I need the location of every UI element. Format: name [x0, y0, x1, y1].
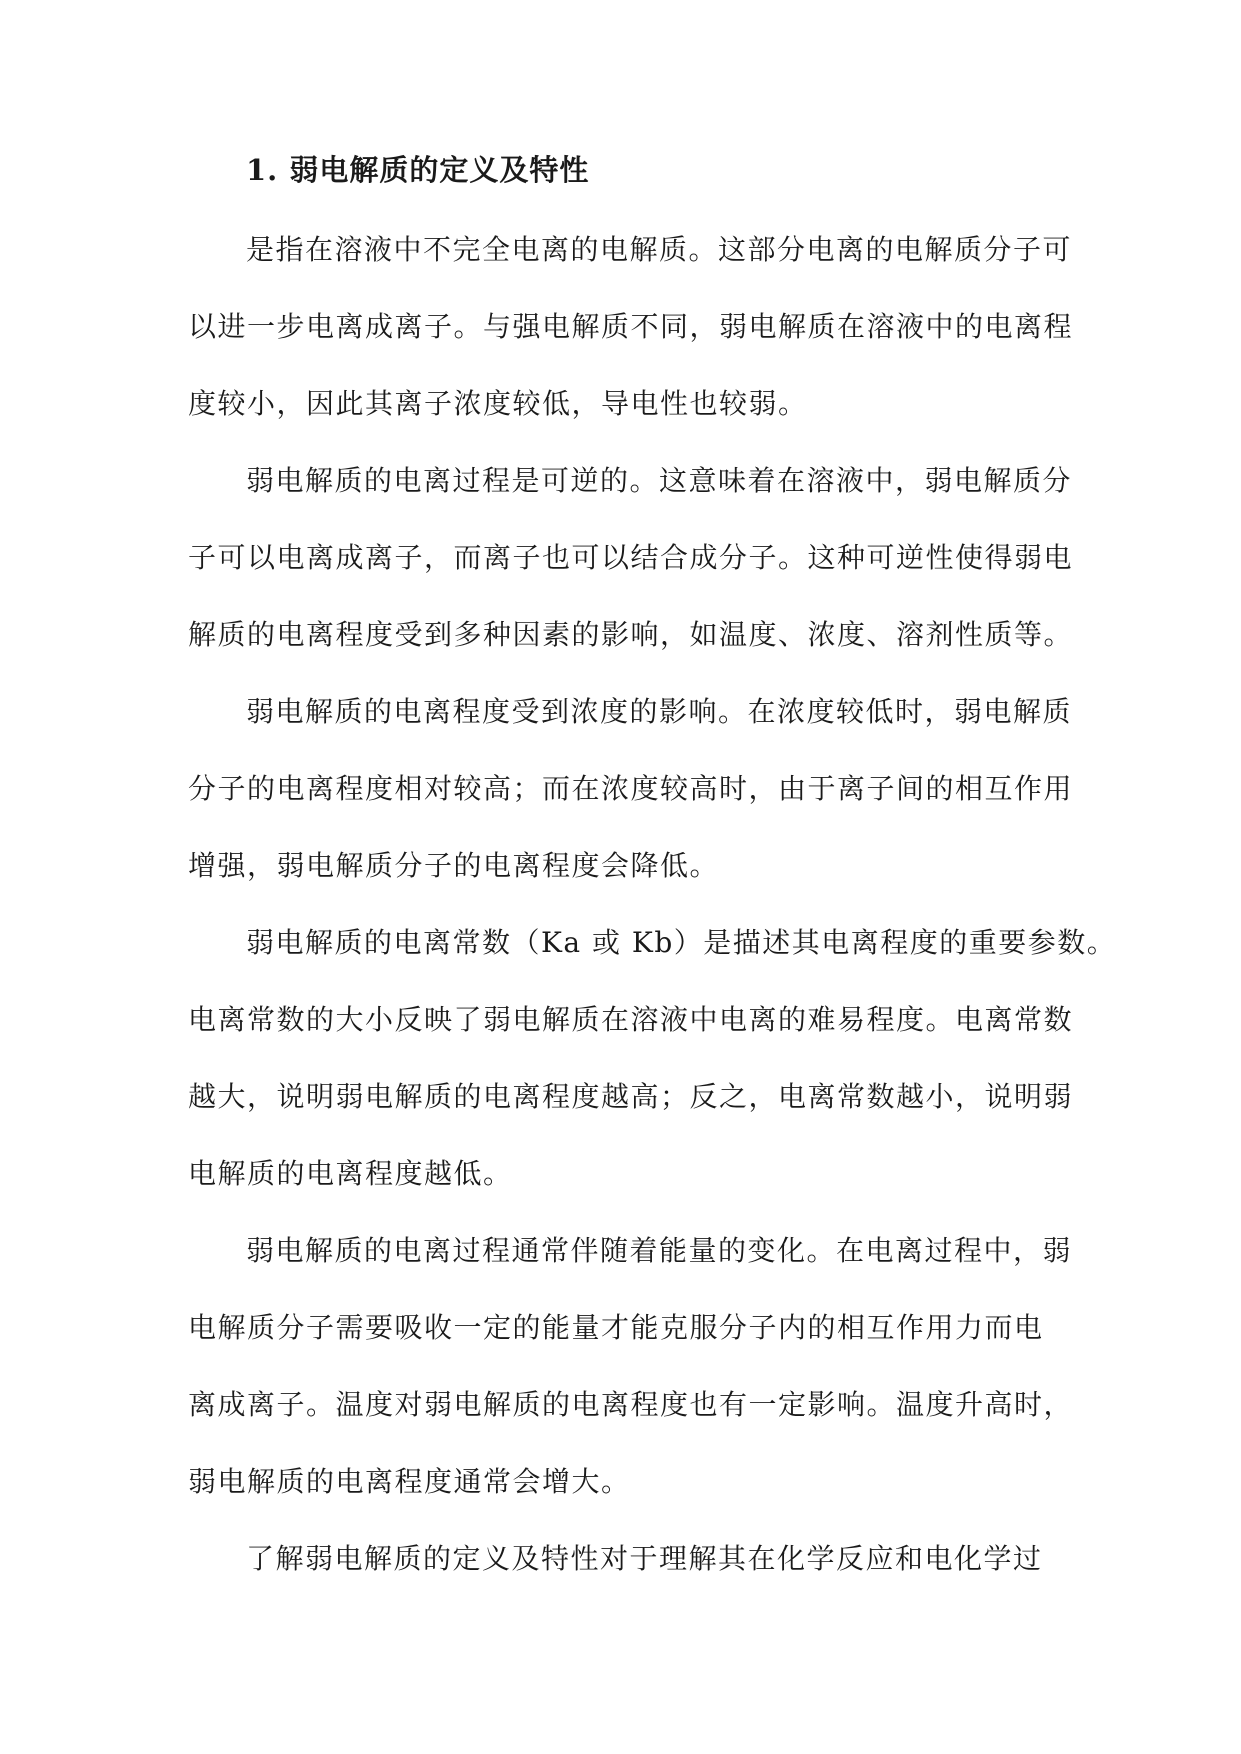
paragraph-2-line-3: 解质的电离程度受到多种因素的影响，如温度、浓度、溶剂性质等。	[188, 618, 1074, 651]
paragraph-1-line-2: 以进一步电离成离子。与强电解质不同，弱电解质在溶液中的电离程	[188, 310, 1074, 343]
paragraph-4-line-2: 电离常数的大小反映了弱电解质在溶液中电离的难易程度。电离常数	[188, 1003, 1074, 1036]
section-heading: 1. 弱电解质的定义及特性	[246, 153, 590, 187]
paragraph-6-line-1: 了解弱电解质的定义及特性对于理解其在化学反应和电化学过	[246, 1542, 1043, 1575]
paragraph-4-line-4: 电解质的电离程度越低。	[188, 1157, 513, 1190]
paragraph-5-line-2: 电解质分子需要吸收一定的能量才能克服分子内的相互作用力而电	[188, 1311, 1044, 1344]
paragraph-5-line-1: 弱电解质的电离过程通常伴随着能量的变化。在电离过程中，弱	[246, 1234, 1073, 1267]
paragraph-5-line-3: 离成离子。温度对弱电解质的电离程度也有一定影响。温度升高时，	[188, 1388, 1074, 1421]
paragraph-3-line-3: 增强，弱电解质分子的电离程度会降低。	[188, 849, 720, 882]
paragraph-1-line-1: 是指在溶液中不完全电离的电解质。这部分电离的电解质分子可	[246, 233, 1073, 266]
paragraph-4-line-3: 越大，说明弱电解质的电离程度越高；反之，电离常数越小，说明弱	[188, 1080, 1074, 1113]
paragraph-3-line-1: 弱电解质的电离程度受到浓度的影响。在浓度较低时，弱电解质	[246, 695, 1073, 728]
paragraph-5-line-4: 弱电解质的电离程度通常会增大。	[188, 1465, 631, 1498]
paragraph-4-line-1: 弱电解质的电离常数（Ka 或 Kb）是描述其电离程度的重要参数。	[246, 926, 1117, 959]
paragraph-3-line-2: 分子的电离程度相对较高；而在浓度较高时，由于离子间的相互作用	[188, 772, 1074, 805]
paragraph-2-line-2: 子可以电离成离子，而离子也可以结合成分子。这种可逆性使得弱电	[188, 541, 1074, 574]
paragraph-2-line-1: 弱电解质的电离过程是可逆的。这意味着在溶液中，弱电解质分	[246, 464, 1073, 497]
paragraph-1-line-3: 度较小，因此其离子浓度较低，导电性也较弱。	[188, 387, 808, 420]
